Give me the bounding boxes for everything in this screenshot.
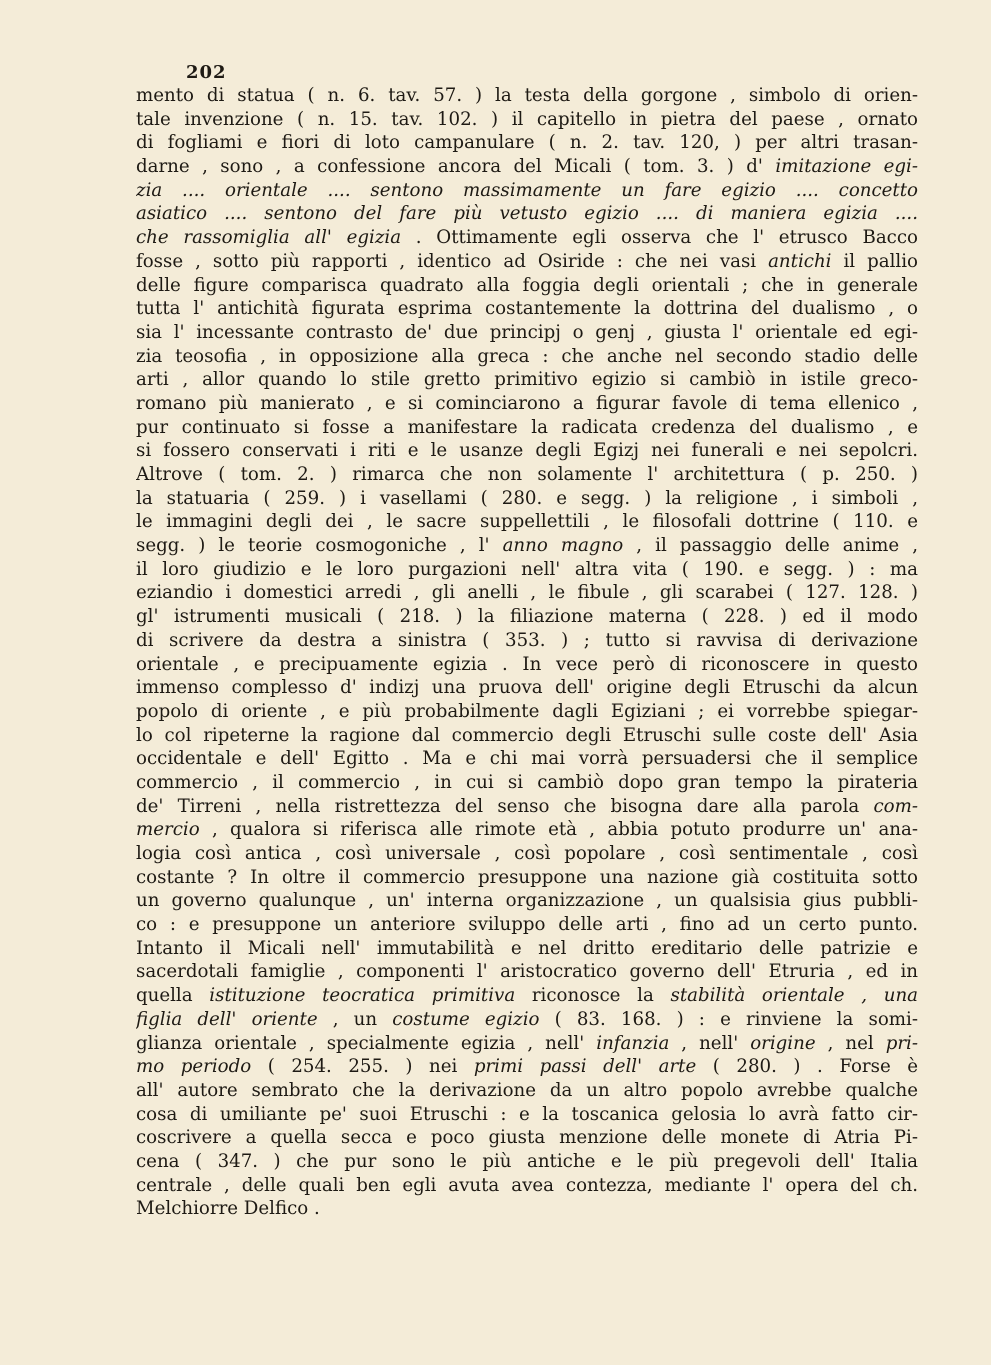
italic-text: che rassomiglia all' egizia (136, 227, 402, 249)
text-run: il loro giudizio e le loro purgazioni nell' altra vita ( 190. e segg. ) : ma (136, 558, 918, 580)
text-run: ( 280. ) . Forse è (696, 1056, 918, 1078)
text-run: immenso complesso d' indizj una pruova dell' origine degli Etruschi da alcun (136, 677, 918, 699)
text-line (136, 345, 918, 369)
text-run: Altrove ( tom. 2. ) rimarca che non solamente l' architettura ( p. 250. ) (136, 464, 918, 485)
text-line (136, 629, 918, 653)
text-line (136, 487, 918, 511)
text-run: riconosce la (515, 985, 671, 1007)
text-run: orientale , e precipuamente egizia . In vece però di riconoscere in questo (136, 653, 918, 675)
text-line (136, 842, 918, 866)
text-run: pur continuato si fosse a manifestare la radicata credenza del dualismo , e (136, 416, 918, 438)
text-run: sia l' incessante contrasto de' due principj o genj , giusta l' orientale ed egi- (136, 321, 918, 343)
text-run: glianza orientale , specialmente egizia , nell' (136, 1032, 597, 1054)
text-run: , nell' (669, 1032, 751, 1054)
text-line (136, 795, 918, 819)
text-run: , un (317, 1008, 393, 1030)
text-line (136, 700, 918, 724)
text-line (136, 558, 918, 582)
text-line (136, 1032, 918, 1056)
text-line (136, 392, 918, 416)
text-run: arti , allor quando lo stile gretto primitivo egizio si cambiò in istile greco- (136, 369, 918, 391)
text-run: commercio , il commercio , in cui si cambiò dopo gran tempo la pirateria (136, 771, 918, 793)
text-line (136, 747, 918, 771)
text-line (136, 250, 918, 274)
text-line (136, 510, 918, 534)
text-line (136, 866, 918, 890)
text-line (136, 534, 918, 558)
italic-text: mo periodo (136, 1056, 252, 1078)
text-run: eziandio i domestici arredi , gli anelli , le fibule , gli scarabei ( 127. 128. ) (136, 582, 918, 604)
italic-text: pri- (885, 1032, 918, 1054)
text-line (136, 889, 918, 913)
text-line (136, 984, 918, 1008)
text-line (136, 202, 918, 226)
text-line (136, 297, 918, 321)
text-line (136, 1150, 918, 1174)
text-line (136, 1126, 918, 1150)
text-run: coscrivere a quella secca e poco giusta menzione delle monete di Atria Pi- (136, 1127, 918, 1149)
italic-text: primi passi dell' arte (473, 1056, 697, 1078)
text-run: . Ottimamente egli osserva che l' etrusco Bacco (401, 227, 918, 249)
text-run: , nel (815, 1032, 886, 1054)
italic-text: asiatico .... sentono del fare più vetusto egizio .... di maniera egizia .... (136, 203, 918, 225)
text-line (136, 226, 918, 250)
text-line (136, 1197, 918, 1221)
text-run: ( 83. 168. ) : e rinviene la somi- (539, 1008, 918, 1030)
text-line (136, 581, 918, 605)
text-run: tale invenzione ( n. 15. tav. 102. ) il capitello in pietra del paese , ornato (136, 108, 918, 130)
text-run: fosse , sotto più rapporti , identico ad Osiride : che nei vasi (136, 250, 769, 272)
text-line (136, 368, 918, 392)
text-run: sacerdotali famiglie , componenti l' aristocratico governo dell' Etruria , ed in (136, 961, 918, 983)
text-run: ( 254. 255. ) nei (251, 1056, 474, 1078)
text-line (136, 1174, 918, 1198)
text-line (136, 676, 918, 700)
text-run: all' autore sembrato che la derivazione da un altro popolo avrebbe qualche (136, 1079, 918, 1101)
text-run: un governo qualunque , un' interna organizzazione , un qualsisia gius pubbli- (136, 890, 918, 912)
italic-text: istituzione teocratica primitiva (209, 985, 516, 1007)
italic-text: infanzia (596, 1032, 670, 1054)
text-run: darne , sono , a confessione ancora del Micali ( tom. 3. ) d' (136, 156, 776, 178)
text-line (136, 818, 918, 842)
text-line (136, 108, 918, 132)
text-line (136, 937, 918, 961)
text-run: di fogliami e fiori di loto campanulare ( n. 2. tav. 120, ) per altri trasan- (136, 132, 918, 154)
text-run: quella (136, 985, 210, 1007)
text-run: cena ( 347. ) che pur sono le più antiche e le più pregevoli dell' Italia (136, 1150, 918, 1172)
text-run: , il passaggio delle anime , (623, 535, 918, 557)
text-run: di scrivere da destra a sinistra ( 353. ) ; tutto si ravvisa di derivazione (136, 629, 918, 651)
text-run: occidentale e dell' Egitto . Ma e chi mai vorrà persuadersi che il semplice (136, 748, 918, 770)
text-line (136, 1103, 918, 1127)
text-line (136, 1008, 918, 1032)
italic-text: imitazione egi- (775, 156, 918, 178)
text-line (136, 155, 918, 179)
text-line (136, 653, 918, 677)
text-line (136, 416, 918, 440)
text-run: romano più manierato , e si cominciarono a figurar favole di tema ellenico , (136, 392, 918, 414)
text-line (136, 605, 918, 629)
text-run: tutta l' antichità figurata esprima costantemente la dottrina del dualismo , o (136, 298, 918, 320)
text-run: costante ? In oltre il commercio presuppone una nazione già costituita sotto (136, 866, 918, 888)
text-run: delle figure comparisca quadrato alla foggia degli orientali ; che in generale (136, 274, 918, 296)
text-run: le immagini degli dei , le sacre suppellettili , le filosofali dottrine ( 110. e (136, 511, 918, 533)
text-line (136, 960, 918, 984)
text-run: popolo di oriente , e più probabilmente dagli Egiziani ; ei vorrebbe spiegar- (136, 700, 918, 722)
text-line (136, 274, 918, 298)
text-run: gl' istrumenti musicali ( 218. ) la filiazione materna ( 228. ) ed il modo (136, 606, 918, 628)
text-line (136, 1055, 918, 1079)
text-line (136, 439, 918, 463)
text-line (136, 724, 918, 748)
text-run: la statuaria ( 259. ) i vasellami ( 280. e segg. ) la religione , i simboli , (136, 487, 918, 509)
italic-text: costume egizio (392, 1008, 540, 1030)
text-line (136, 463, 918, 487)
page-number: 202 (186, 62, 227, 83)
italic-text: stabilità orientale , una (670, 985, 918, 1007)
italic-text: antichi (768, 250, 832, 272)
italic-text: mercio (136, 819, 200, 841)
italic-text: figlia dell' oriente (136, 1008, 318, 1030)
text-run: segg. ) le teorie cosmogoniche , l' (136, 535, 503, 557)
text-line (136, 1079, 918, 1103)
body-text (136, 84, 918, 1221)
text-run: si fossero conservati i riti e le usanze degli Egizj nei funerali e nei sepolcri. (136, 440, 918, 462)
italic-text: com- (873, 795, 918, 817)
text-line (136, 131, 918, 155)
text-run: Melchiorre Delfico . (136, 1198, 320, 1220)
text-run: lo col ripeterne la ragione dal commercio degli Etruschi sulle coste dell' Asia (136, 724, 918, 746)
text-run: logia così antica , così universale , così popolare , così sentimentale , così (136, 843, 918, 864)
text-run: Intanto il Micali nell' immutabilità e nel dritto ereditario delle patrizie e (136, 937, 918, 959)
text-line (136, 771, 918, 795)
text-run: de' Tirreni , nella ristrettezza del senso che bisogna dare alla parola (136, 795, 874, 817)
text-line (136, 84, 918, 108)
italic-text: anno magno (502, 535, 624, 557)
italic-text: zia .... orientale .... sentono massimamente un fare egizio .... concetto (136, 179, 918, 201)
text-line (136, 913, 918, 937)
text-run: centrale , delle quali ben egli avuta avea contezza, mediante l' opera del ch. (136, 1174, 918, 1196)
text-run: zia teosofia , in opposizione alla greca : che anche nel secondo stadio delle (136, 345, 918, 367)
text-run: mento di statua ( n. 6. tav. 57. ) la testa della gorgone , simbolo di orien- (136, 85, 918, 106)
text-line (136, 179, 918, 203)
italic-text: origine (750, 1032, 816, 1054)
text-run: il pallio (831, 250, 918, 272)
text-run: , qualora si riferisca alle rimote età , abbia potuto produrre un' ana- (199, 819, 918, 841)
text-run: co : e presuppone un anteriore sviluppo delle arti , fino ad un certo punto. (136, 914, 918, 936)
text-line (136, 321, 918, 345)
text-run: cosa di umiliante pe' suoi Etruschi : e la toscanica gelosia lo avrà fatto cir- (136, 1103, 918, 1125)
